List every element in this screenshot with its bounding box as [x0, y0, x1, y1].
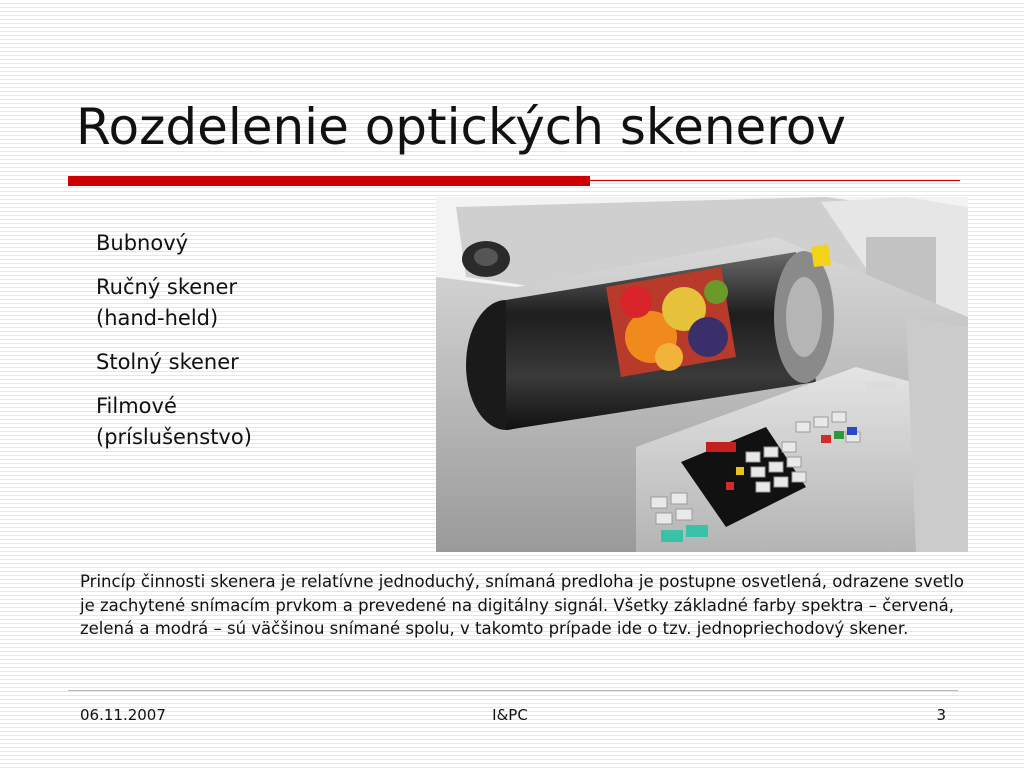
description-text: Princíp činnosti skenera je relatívne jednoduchý, snímaná predloha je postupne osvetlená, odrazene svetlo je zachytené snímacím prvkom a prevedené na digitálny signál. Všetky základné farby spektra – červená, zelená a modrá – sú väčšinou snímané spolu, v takomto prípade ide o tzv. jednopriechodový skener.	[80, 572, 964, 638]
footer-date: 06.11.2007	[80, 706, 166, 724]
bullet-item	[96, 272, 426, 334]
bullet-item	[96, 228, 426, 259]
bullet-text: Filmové	[96, 394, 177, 418]
slide-title: Rozdelenie optických skenerov	[76, 98, 846, 156]
footer-divider	[68, 690, 958, 691]
footer-center-text: I&PC	[492, 706, 528, 724]
bullet-list	[96, 228, 426, 466]
bullet-subtext: (príslušenstvo)	[96, 425, 252, 449]
page-number: 3	[936, 706, 946, 724]
title-underline-red	[68, 176, 590, 186]
bullet-item	[96, 347, 426, 378]
bullet-text: Stolný skener	[96, 350, 239, 374]
title-underline-thin	[590, 180, 960, 181]
bullet-text: Ručný skener	[96, 275, 238, 299]
drum-scanner-photo	[436, 197, 968, 552]
bullet-subtext: (hand-held)	[96, 306, 219, 330]
bullet-text: Bubnový	[96, 231, 189, 255]
bullet-item	[96, 391, 426, 453]
